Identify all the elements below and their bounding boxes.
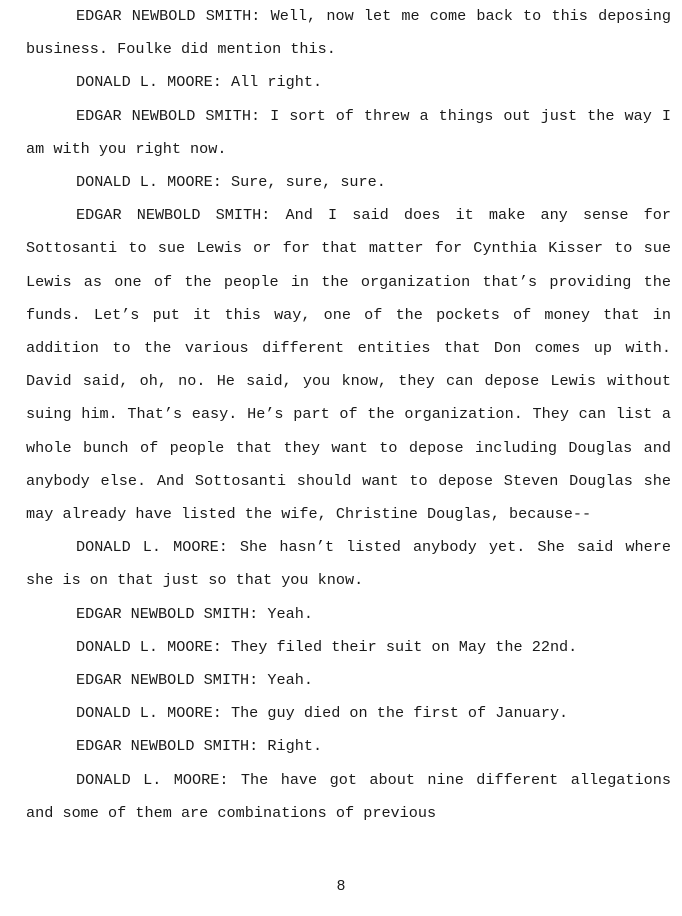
speaker-name: DONALD L. MOORE: xyxy=(76,73,222,92)
speaker-name: EDGAR NEWBOLD SMITH: xyxy=(76,7,261,25)
speech-text: The have got about nine different allegations and some of them are combinations of previous xyxy=(26,770,671,822)
transcript-paragraph xyxy=(26,631,671,664)
transcript-paragraph xyxy=(26,730,671,763)
transcript-paragraph xyxy=(26,100,671,166)
speaker-name: DONALD L. MOORE: xyxy=(76,173,222,192)
speech-text: All right. xyxy=(230,73,323,92)
speaker-name: EDGAR NEWBOLD SMITH: xyxy=(76,671,259,690)
speech-text: And I said does it make any sense for Sottosanti to sue Lewis or for that matter for Cynthia Kisser to sue Lewis as one of the people in the organization that’s providing the funds. Let’s put it this way, one of the pockets of money that in addition to the various different entities that Don comes up with. David said, oh, no. He said, you know, they can depose Lewis without suing him. That’s easy. He’s part of the organization. They can list a whole bunch of people that they want to depose including Douglas and anybody else. And Sottosanti should want to depose Steven Douglas she may already have listed the wife, Christine Douglas, because-- xyxy=(26,206,672,524)
speech-text: Right. xyxy=(267,737,323,756)
transcript-paragraph xyxy=(26,199,671,531)
transcript-paragraph xyxy=(26,598,671,631)
speaker-name: DONALD L. MOORE: xyxy=(76,637,222,656)
speaker-name: DONALD L. MOORE: xyxy=(76,538,228,557)
transcript-paragraph xyxy=(26,66,671,99)
transcript-paragraph xyxy=(26,166,671,199)
speech-text: I sort of threw a things out just the way I am with you right now. xyxy=(26,106,671,158)
speaker-name: EDGAR NEWBOLD SMITH: xyxy=(76,604,259,623)
speech-text: They filed their suit on May the 22nd. xyxy=(230,637,578,656)
transcript-paragraph xyxy=(26,0,671,66)
speaker-name: DONALD L. MOORE: xyxy=(76,704,222,723)
transcript-paragraph xyxy=(26,531,671,597)
speaker-name: EDGAR NEWBOLD SMITH: xyxy=(76,106,261,125)
speaker-name: EDGAR NEWBOLD SMITH: xyxy=(76,206,271,225)
transcript-page xyxy=(26,0,671,830)
transcript-paragraph xyxy=(26,697,671,730)
speaker-name: DONALD L. MOORE: xyxy=(76,770,229,789)
transcript-paragraph xyxy=(26,764,671,830)
speech-text: She hasn’t listed anybody yet. She said where she is on that just so that you know. xyxy=(26,538,671,590)
transcript-paragraph xyxy=(26,664,671,697)
speech-text: Yeah. xyxy=(267,604,313,623)
speech-text: The guy died on the first of January. xyxy=(230,704,569,723)
speech-text: Well, now let me come back to this deposing business. Foulke did mention this. xyxy=(26,7,671,59)
speech-text: Yeah. xyxy=(267,671,313,690)
speech-text: Sure, sure, sure. xyxy=(230,173,386,192)
speaker-name: EDGAR NEWBOLD SMITH: xyxy=(76,737,259,756)
page-number: 8 xyxy=(336,878,346,895)
